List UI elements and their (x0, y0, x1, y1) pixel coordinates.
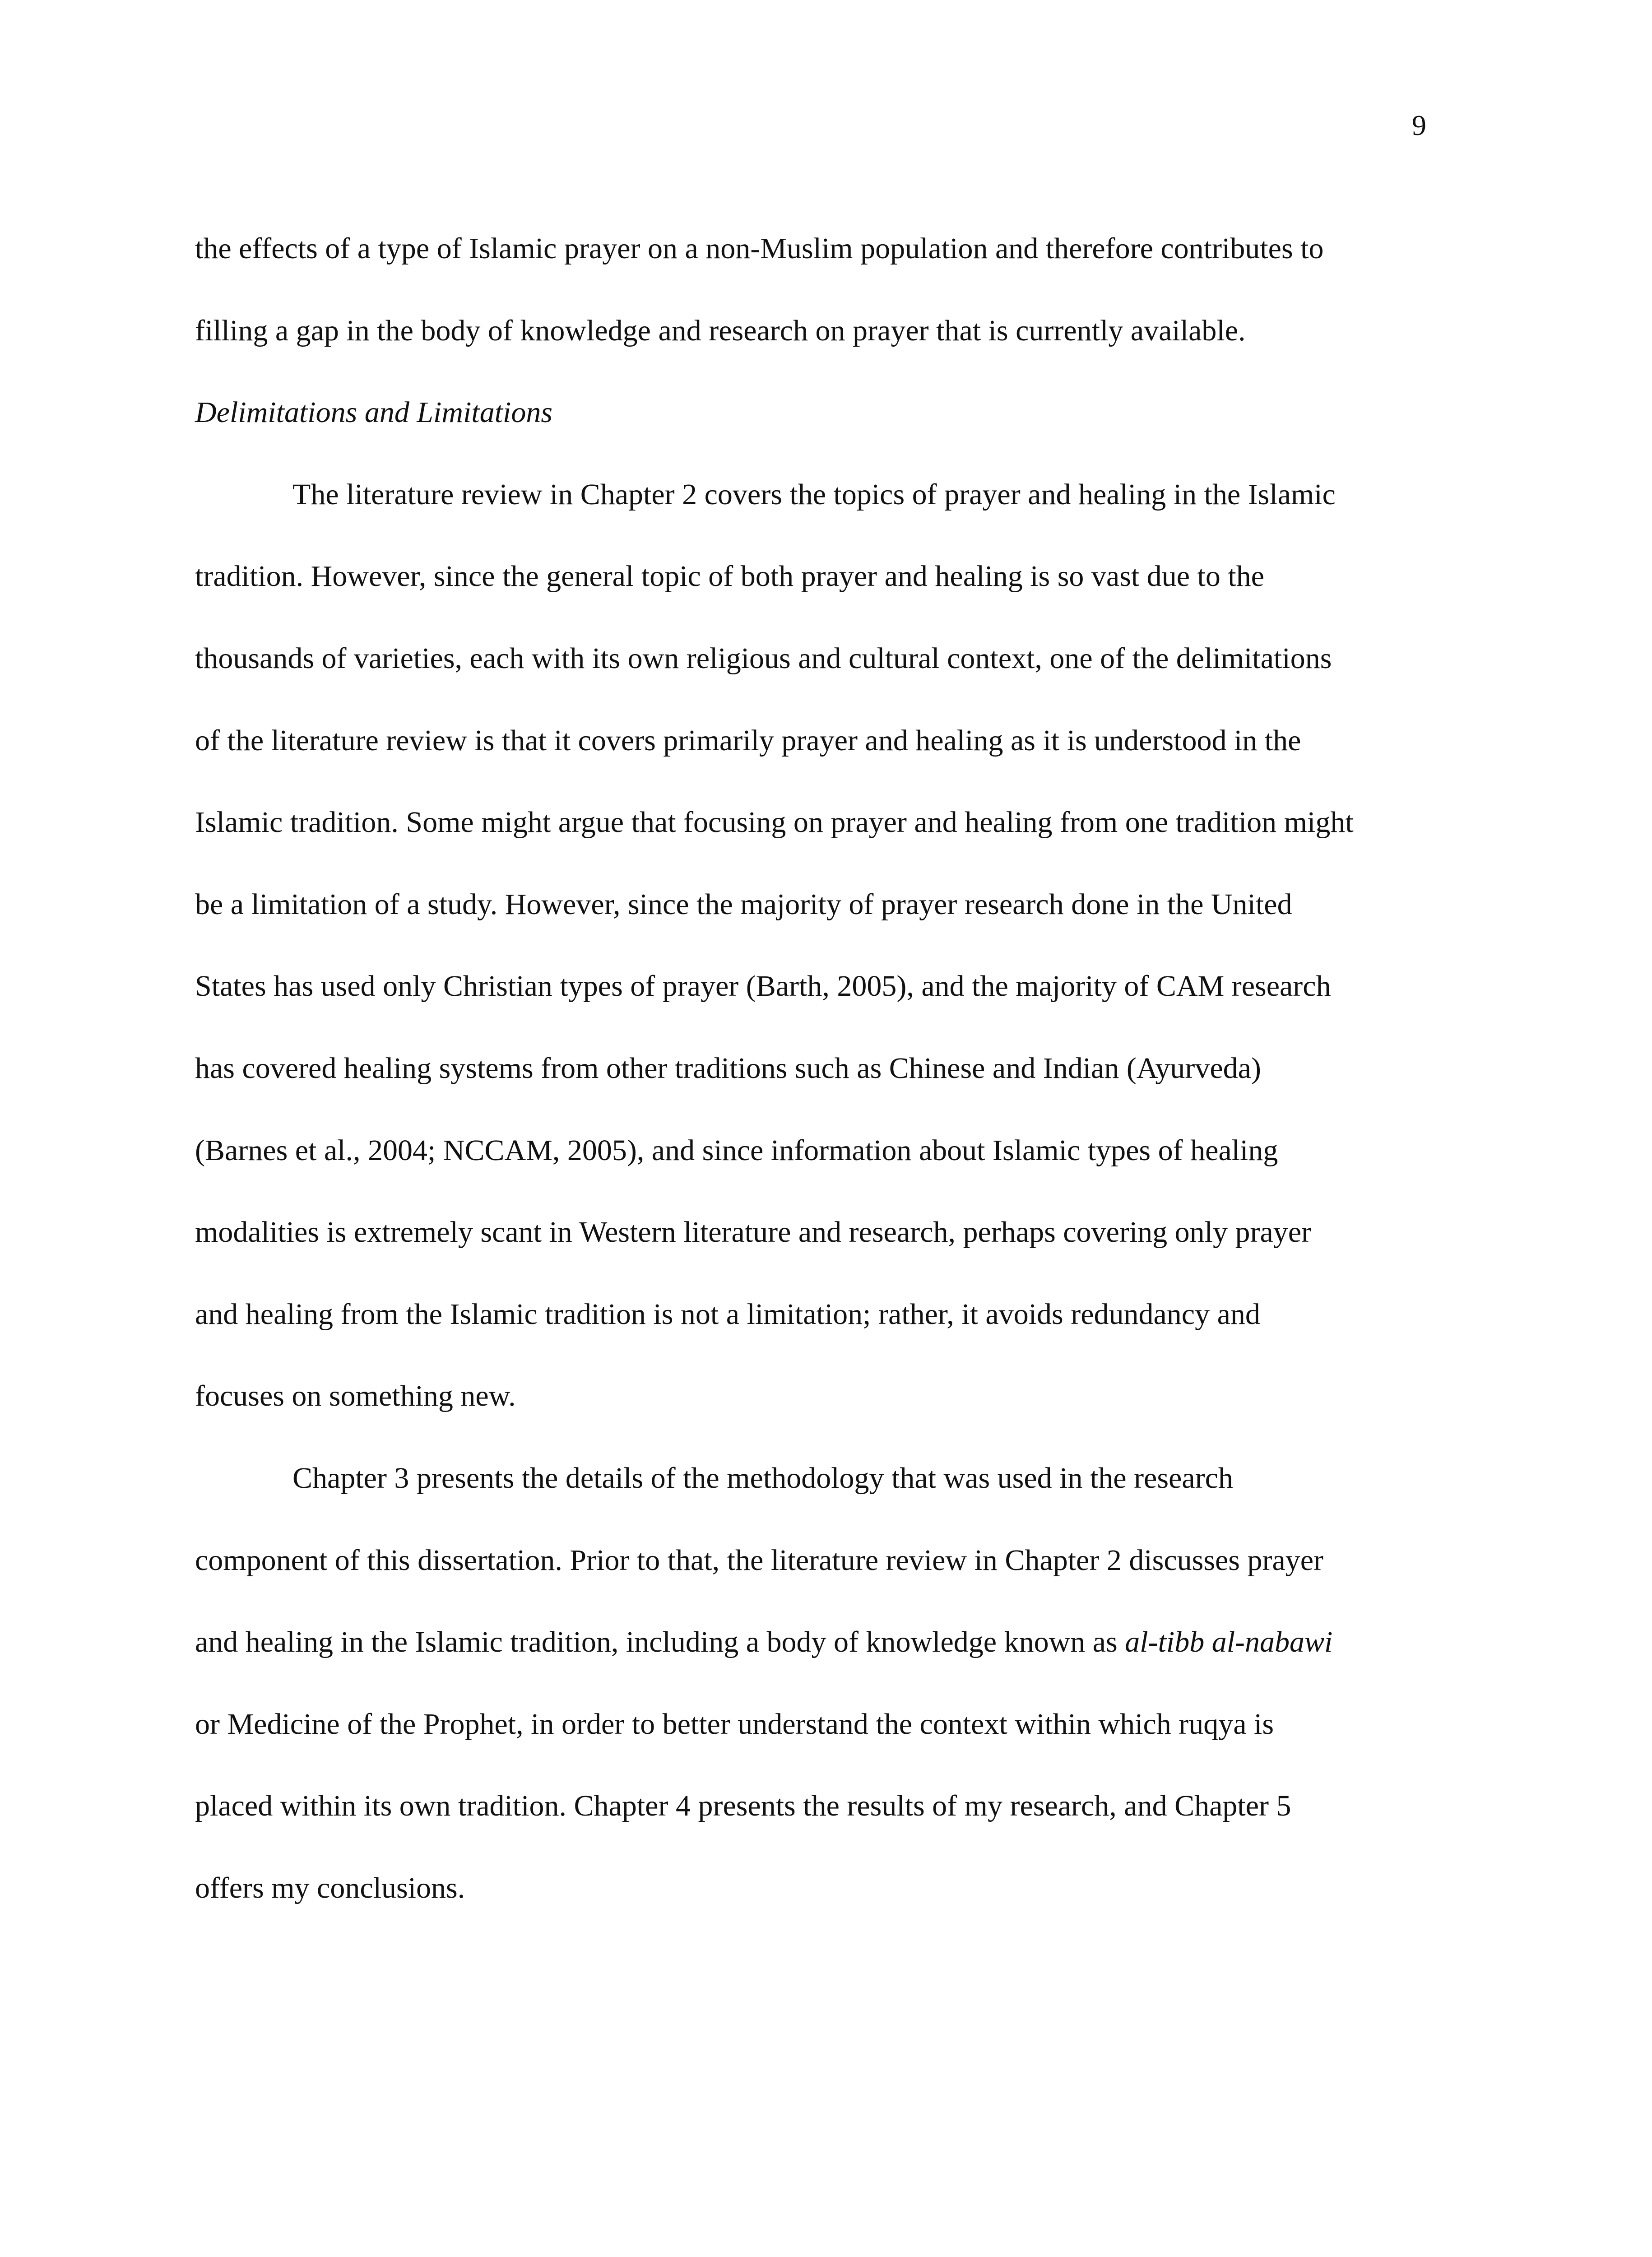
text-line: Chapter 3 presents the details of the methodology that was used in the research (292, 1461, 1233, 1495)
text-line: and healing from the Islamic tradition is not a limitation; rather, it avoids redundancy and (195, 1297, 1260, 1331)
text-line: the effects of a type of Islamic prayer on a non-Muslim population and therefore contributes to (195, 232, 1324, 265)
continued-paragraph (195, 208, 1477, 372)
italic-term: al-tibb al-nabawi (1125, 1625, 1333, 1659)
text-line: offers my conclusions. (195, 1871, 465, 1904)
text-line: modalities is extremely scant in Western literature and research, perhaps covering only prayer (195, 1216, 1312, 1249)
text-line: Islamic tradition. Some might argue that focusing on prayer and healing from one tradition might (195, 806, 1354, 839)
text-line: States has used only Christian types of prayer (Barth, 2005), and the majority of CAM research (195, 970, 1331, 1003)
text-line: filling a gap in the body of knowledge and research on prayer that is currently available. (195, 314, 1246, 347)
section-heading: Delimitations and Limitations (195, 396, 553, 429)
paragraph-chapter-overview (195, 1437, 1477, 1929)
paragraph-delimitations (195, 454, 1477, 1437)
body-text (195, 208, 1477, 1929)
text-line (195, 1601, 1477, 1683)
text-line: has covered healing systems from other traditions such as Chinese and Indian (Ayurveda) (195, 1051, 1261, 1085)
text-line: The literature review in Chapter 2 covers the topics of prayer and healing in the Islamic (292, 478, 1336, 511)
text-line: be a limitation of a study. However, since the majority of prayer research done in the United (195, 887, 1292, 921)
text-line: thousands of varieties, each with its own religious and cultural context, one of the delimitations (195, 641, 1332, 675)
text-line: placed within its own tradition. Chapter 4 presents the results of my research, and Chapter 5 (195, 1789, 1291, 1823)
page-number: 9 (1412, 109, 1426, 141)
text-line: (Barnes et al., 2004; NCCAM, 2005), and since information about Islamic types of healing (195, 1133, 1278, 1167)
text-line: or Medicine of the Prophet, in order to better understand the context within which ruqya is (195, 1707, 1274, 1741)
text-line: tradition. However, since the general topic of both prayer and healing is so vast due to the (195, 560, 1264, 593)
text-line: of the literature review is that it covers primarily prayer and healing as it is understood in the (195, 724, 1301, 757)
text-line: component of this dissertation. Prior to that, the literature review in Chapter 2 discusses prayer (195, 1543, 1324, 1577)
text-line: focuses on something new. (195, 1379, 516, 1413)
text-segment: and healing in the Islamic tradition, including a body of knowledge known as (195, 1625, 1125, 1659)
